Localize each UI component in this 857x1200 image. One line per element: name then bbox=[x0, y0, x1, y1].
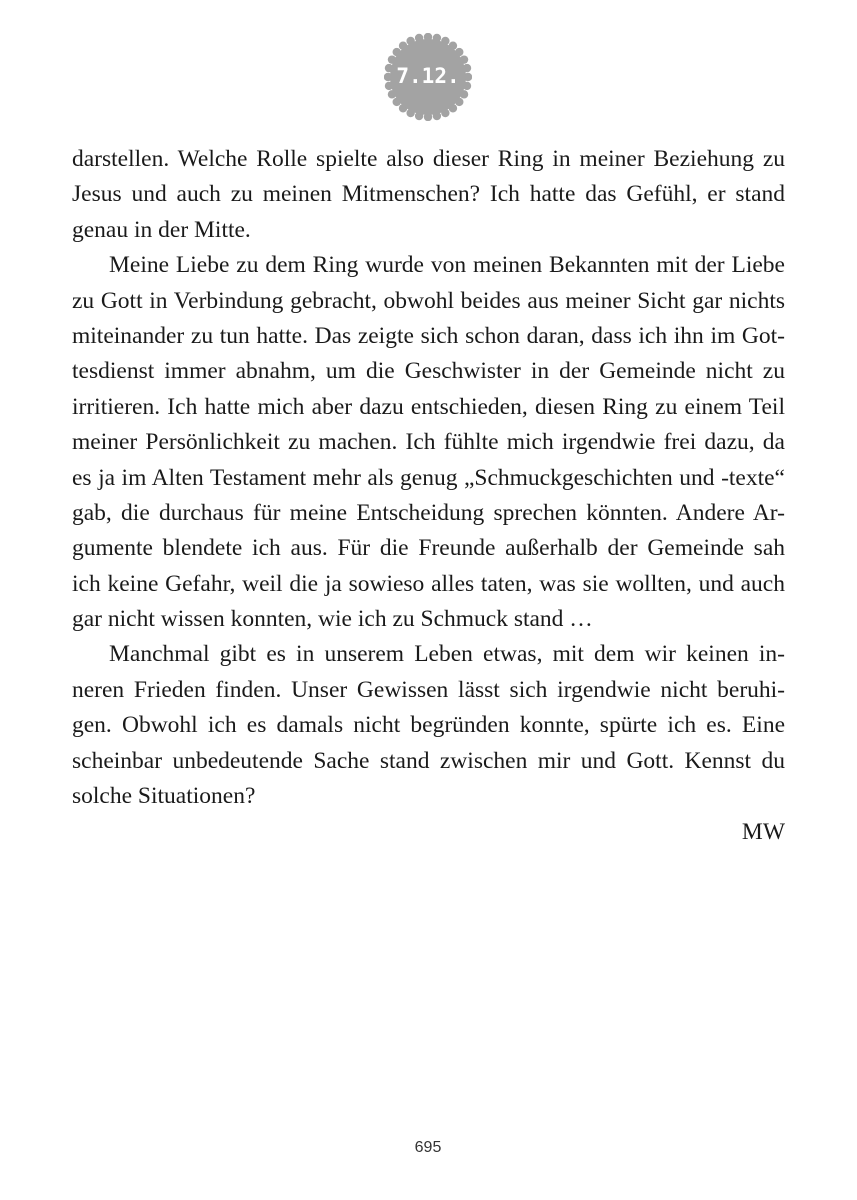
text-line: Manchmal gibt es in unserem Leben etwas, mit dem wir keinen in- bbox=[109, 641, 785, 668]
text-line: neren Frieden finden. Unser Gewissen lässt sich irgendwie nicht beruhi- bbox=[72, 676, 785, 703]
date-badge bbox=[384, 33, 472, 121]
text-line: gen. Obwohl ich es damals nicht begründen konnte, spürte ich es. Eine bbox=[72, 712, 785, 739]
page-number: 695 bbox=[414, 1139, 442, 1156]
text-line: meiner Persönlichkeit zu machen. Ich fühlte mich irgendwie frei dazu, da bbox=[72, 429, 785, 456]
text-line: ich keine Gefahr, weil die ja sowieso alles taten, was sie wollten, und auch bbox=[72, 570, 785, 597]
text-line: miteinander zu tun hatte. Das zeigte sich schon daran, dass ich ihn im Got- bbox=[72, 322, 785, 349]
text-line: Jesus und auch zu meinen Mitmenschen? Ich hatte das Gefühl, er stand bbox=[72, 181, 785, 208]
text-line: zu Gott in Verbindung gebracht, obwohl beides aus meiner Sicht gar nichts bbox=[72, 287, 785, 314]
paragraph-3 bbox=[72, 637, 785, 814]
text-line: darstellen. Welche Rolle spielte also dieser Ring in meiner Beziehung zu bbox=[72, 146, 785, 172]
text-line: gumente blendete ich aus. Für die Freunde außerhalb der Gemeinde sah bbox=[72, 535, 785, 562]
devotional-text bbox=[72, 142, 785, 814]
text-line: genau in der Mitte. bbox=[72, 216, 251, 243]
text-line: solche Situationen? bbox=[72, 783, 256, 810]
author-initials: MW bbox=[741, 819, 785, 845]
text-line: scheinbar unbedeutende Sache stand zwischen mir und Gott. Kennst du bbox=[72, 747, 785, 774]
text-line: tesdienst immer abnahm, um die Geschwister in der Gemeinde nicht zu bbox=[72, 358, 785, 385]
text-line: gab, die durchaus für meine Entscheidung sprechen könnten. Andere Ar- bbox=[72, 499, 785, 526]
text-line: es ja im Alten Testament mehr als genug „Schmuckgeschichten und -texte“ bbox=[72, 464, 785, 491]
date-label: 7.12. bbox=[396, 64, 460, 88]
paragraph-2 bbox=[72, 248, 785, 637]
paragraph-1 bbox=[72, 142, 785, 248]
text-line: Meine Liebe zu dem Ring wurde von meinen Bekannten mit der Liebe bbox=[109, 252, 785, 279]
text-line: gar nicht wissen konnten, wie ich zu Schmuck stand … bbox=[72, 606, 593, 633]
text-line: irritieren. Ich hatte mich aber dazu entschieden, diesen Ring zu einem Teil bbox=[72, 393, 785, 420]
